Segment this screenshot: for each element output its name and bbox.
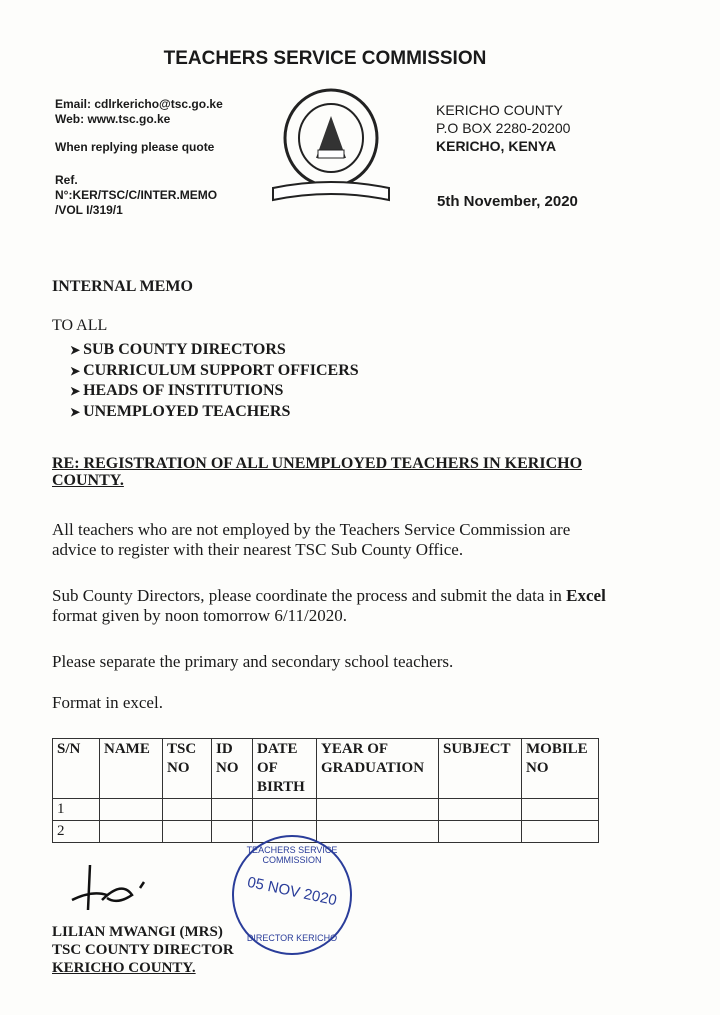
web: Web: www.tsc.go.ke — [55, 112, 171, 126]
paragraph-4: Format in excel. — [52, 693, 163, 712]
column-header: S/N — [53, 739, 100, 799]
subject-line: RE: REGISTRATION OF ALL UNEMPLOYED TEACHERS IN KERICHO COUNTY. — [52, 455, 583, 489]
reply-note: When replying please quote — [55, 140, 215, 154]
text: Sub County Directors, please coordinate the process and submit the data in — [52, 586, 562, 605]
column-header: MOBILE NO — [522, 739, 599, 799]
address-line: KERICHO COUNTY — [436, 102, 563, 118]
memo-date: 5th November, 2020 — [437, 193, 578, 210]
org-title: TEACHERS SERVICE COMMISSION — [163, 48, 487, 69]
address-block — [436, 101, 570, 155]
signatory-title: TSC COUNTY DIRECTOR — [52, 942, 234, 958]
row-number: 2 — [53, 821, 100, 843]
column-header: SUBJECT — [439, 739, 522, 799]
text: format given by noon tomorrow 6/11/2020. — [52, 606, 347, 625]
paragraph-2 — [52, 586, 612, 626]
column-header: ID NO — [212, 739, 253, 799]
contact-block — [55, 97, 223, 218]
recipient: ➤ CURRICULUM SUPPORT OFFICERS — [70, 361, 359, 382]
ref-volume: /VOL I/319/1 — [55, 203, 123, 217]
address-line: KERICHO, KENYA — [436, 138, 557, 154]
signature-mark — [62, 860, 172, 925]
paragraph-1: All teachers who are not employed by the Teachers Service Commission are advice to register with their nearest TSC Sub County Office. — [52, 520, 571, 559]
column-header: DATE OF BIRTH — [253, 739, 317, 799]
column-header: YEAR OF GRADUATION — [317, 739, 439, 799]
paragraph-3: Please separate the primary and secondary school teachers. — [52, 652, 454, 671]
signature-block — [52, 923, 234, 977]
row-number: 1 — [53, 799, 100, 821]
recipient: ➤ UNEMPLOYED TEACHERS — [70, 402, 359, 423]
column-header: NAME — [100, 739, 163, 799]
stamp-date: 05 NOV 2020 — [245, 873, 339, 910]
table-header-row — [53, 739, 599, 799]
text-bold: Excel — [566, 586, 606, 605]
recipient: ➤ HEADS OF INSTITUTIONS — [70, 381, 359, 402]
format-table — [52, 738, 599, 843]
signatory-name: LILIAN MWANGI (MRS) — [52, 924, 223, 940]
ref-number: N°:KER/TSC/C/INTER.MEMO — [55, 188, 218, 202]
recipient-list — [70, 340, 359, 422]
signatory-county: KERICHO COUNTY. — [52, 960, 196, 976]
to-label: TO ALL — [52, 317, 108, 334]
email: Email: cdlrkericho@tsc.go.ke — [55, 97, 223, 111]
column-header: TSC NO — [163, 739, 212, 799]
official-stamp — [232, 835, 352, 955]
recipient: ➤ SUB COUNTY DIRECTORS — [70, 340, 359, 361]
table-row — [53, 799, 599, 821]
stamp-top-text: TEACHERS SERVICE COMMISSION — [246, 845, 338, 865]
stamp-bottom-text: DIRECTOR KERICHO — [246, 933, 338, 943]
ref-label: Ref. — [55, 173, 78, 187]
tsc-logo — [268, 86, 394, 214]
memo-heading: INTERNAL MEMO — [52, 278, 193, 295]
address-line: P.O BOX 2280-20200 — [436, 120, 571, 136]
table-row — [53, 821, 599, 843]
